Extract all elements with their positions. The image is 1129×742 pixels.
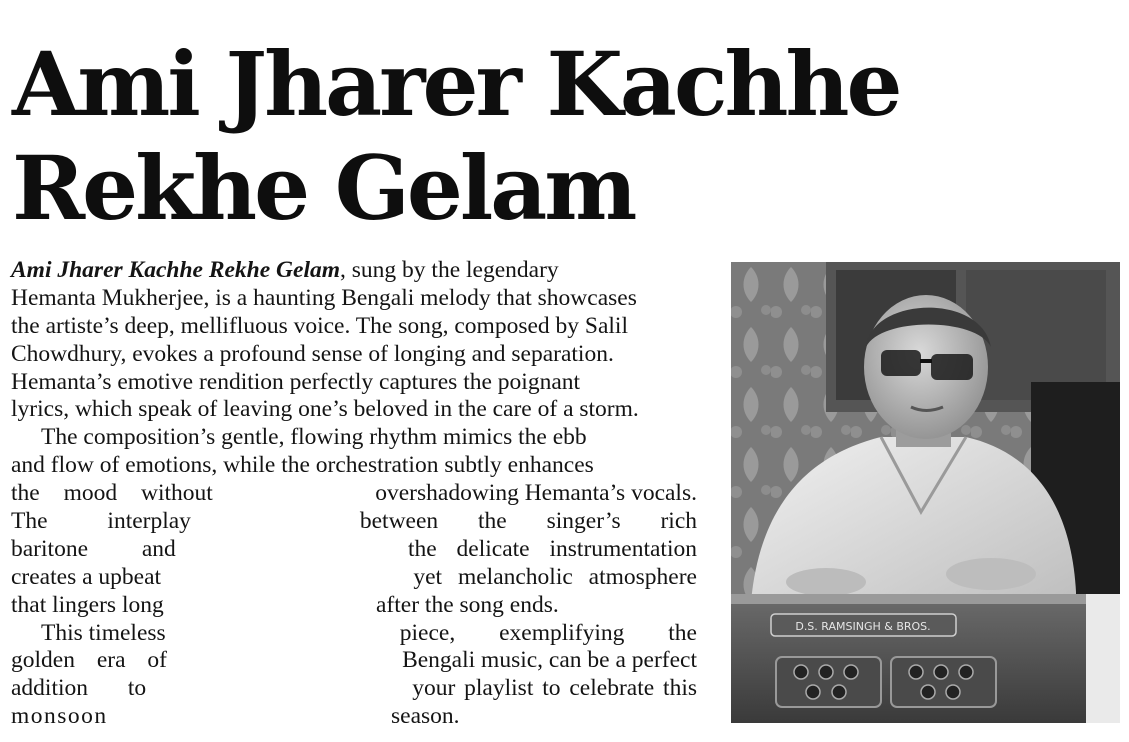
stop-panel-left <box>776 657 881 707</box>
text-run-left: the mood without <box>11 480 213 507</box>
harmonium-top-trim <box>731 594 1091 604</box>
text-run-right: overshadowing Hemanta’s vocals. <box>375 480 697 507</box>
text-run-right: your playlist to celebrate this <box>412 675 697 702</box>
text-run: Hemanta Mukherjee, is a haunting Bengali melody that showcases <box>11 284 637 311</box>
text-line <box>11 703 697 731</box>
text-run-right: between the singer’s rich <box>359 508 697 535</box>
glasses-bridge <box>920 359 932 363</box>
glasses-right-lens <box>931 354 973 380</box>
window-pane-right <box>966 270 1106 400</box>
text-line <box>11 452 697 480</box>
stop-knob <box>844 665 858 679</box>
text-run-left: monsoon <box>11 703 108 730</box>
singer-photo <box>731 262 1120 723</box>
text-run: , sung by the legendary <box>340 257 559 283</box>
text-line <box>11 620 697 648</box>
text-line <box>11 369 697 397</box>
sheet-paper <box>1086 594 1120 723</box>
text-run-left: that lingers long <box>11 591 164 618</box>
text-run: and flow of emotions, while the orchestration subtly enhances <box>11 452 594 479</box>
stop-knob <box>934 665 948 679</box>
stop-panel-right <box>891 657 996 707</box>
stop-knob <box>959 665 973 679</box>
text-run-left: This timeless <box>41 619 166 646</box>
song-title: Ami Jharer Kachhe Rekhe Gelam <box>11 257 341 283</box>
text-run-right: season. <box>391 703 460 730</box>
text-run-right: the delicate instrumentation <box>407 535 697 562</box>
text-line <box>11 396 697 424</box>
right-hand <box>946 558 1036 590</box>
headline <box>12 32 899 240</box>
text-line <box>11 592 697 620</box>
text-run: the artiste’s deep, mellifluous voice. The song, composed by Salil <box>11 312 628 339</box>
text-line <box>11 313 697 341</box>
text-run-left: The interplay <box>11 508 191 535</box>
text-run: lyrics, which speak of leaving one’s beloved in the care of a storm. <box>11 396 639 423</box>
text-line <box>11 285 697 313</box>
headline-line-2: Rekhe Gelam <box>12 136 635 240</box>
article-body <box>11 257 697 731</box>
text-line <box>11 508 697 536</box>
text-run <box>11 257 559 285</box>
stop-knob <box>819 665 833 679</box>
text-run: The composition’s gentle, flowing rhythm mimics the ebb <box>41 424 587 451</box>
left-hand <box>786 568 866 596</box>
stop-knob <box>794 665 808 679</box>
text-run: Hemanta’s emotive rendition perfectly captures the poignant <box>11 368 581 395</box>
text-run-right: Bengali music, can be a perfect <box>402 647 697 674</box>
nameplate-text: D.S. RAMSINGH & BROS. <box>795 620 931 633</box>
text-line <box>11 536 697 564</box>
glasses-left-lens <box>881 350 921 376</box>
stop-knob <box>832 685 846 699</box>
text-run-left: addition to <box>11 675 147 702</box>
text-run-left: golden era of <box>11 647 167 674</box>
text-line <box>11 424 697 452</box>
text-line <box>11 480 697 508</box>
stop-knob <box>806 685 820 699</box>
text-line <box>11 647 697 675</box>
text-run-right: yet melancholic atmosphere <box>413 563 697 590</box>
text-run-left: baritone and <box>11 535 176 562</box>
text-run: Chowdhury, evokes a profound sense of longing and separation. <box>11 340 614 367</box>
text-run-left: creates a upbeat <box>11 563 162 590</box>
text-line <box>11 675 697 703</box>
text-line <box>11 564 697 592</box>
stop-knob <box>921 685 935 699</box>
photo-illustration <box>731 262 1120 723</box>
text-line <box>11 341 697 369</box>
text-run-right: after the song ends. <box>376 591 559 618</box>
stop-knob <box>946 685 960 699</box>
text-line <box>11 257 697 285</box>
headline-line-1: Ami Jharer Kachhe <box>12 32 900 136</box>
text-run-right: piece, exemplifying the <box>399 619 697 646</box>
stop-knob <box>909 665 923 679</box>
